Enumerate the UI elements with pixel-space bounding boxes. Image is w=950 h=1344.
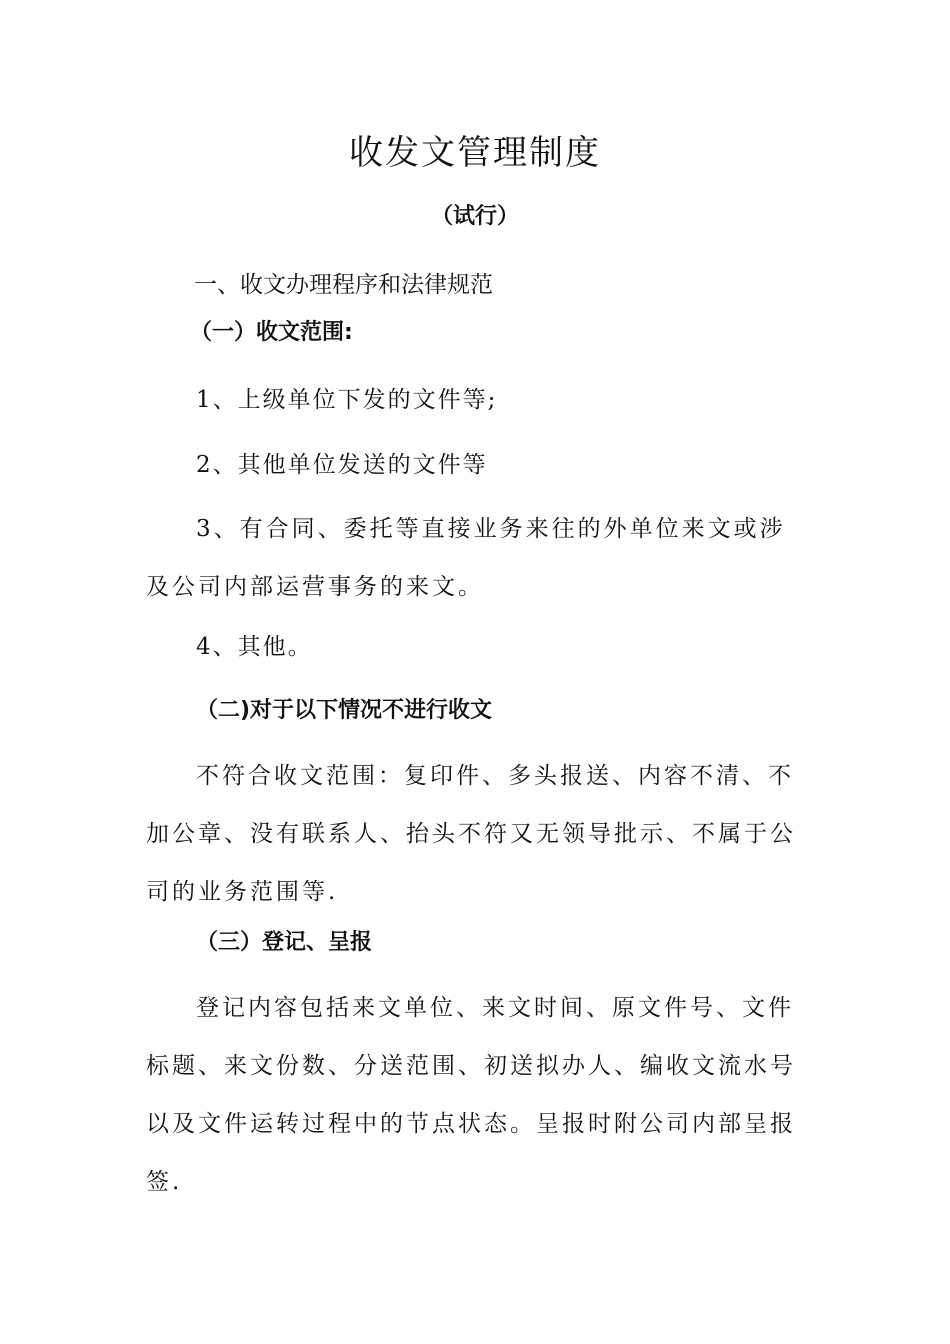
section-heading-1: 一、收文办理程序和法律规范	[194, 272, 493, 298]
subsection-heading-scope: （一）收文范围:	[190, 320, 353, 345]
document-subtitle: （试行）	[430, 204, 519, 229]
list-item-4: 4、其他。	[196, 634, 313, 660]
list-item-3: 3、有合同、委托等直接业务来往的外单位来文或涉及公司内部运营事务的来文。	[146, 516, 786, 600]
subsection-heading-registration: （三）登记、呈报	[196, 930, 373, 955]
subsection-heading-exclusions: （二)对于以下情况不进行收文	[196, 698, 493, 723]
registration-paragraph: 登记内容包括来文单位、来文时间、原文件号、文件标题、来文份数、分送范围、初送拟办人、编收文流水号以及文件运转过程中的节点状态。呈报时附公司内部呈报签.	[146, 995, 796, 1195]
list-item-1: 1、上级单位下发的文件等;	[196, 387, 498, 413]
exclusions-paragraph: 不符合收文范围：复印件、多头报送、内容不清、不加公章、没有联系人、抬头不符又无领导批示、不属于公司的业务范围等.	[146, 763, 796, 905]
document-title: 收发文管理制度	[349, 133, 601, 173]
list-item-2: 2、其他单位发送的文件等	[196, 452, 488, 478]
